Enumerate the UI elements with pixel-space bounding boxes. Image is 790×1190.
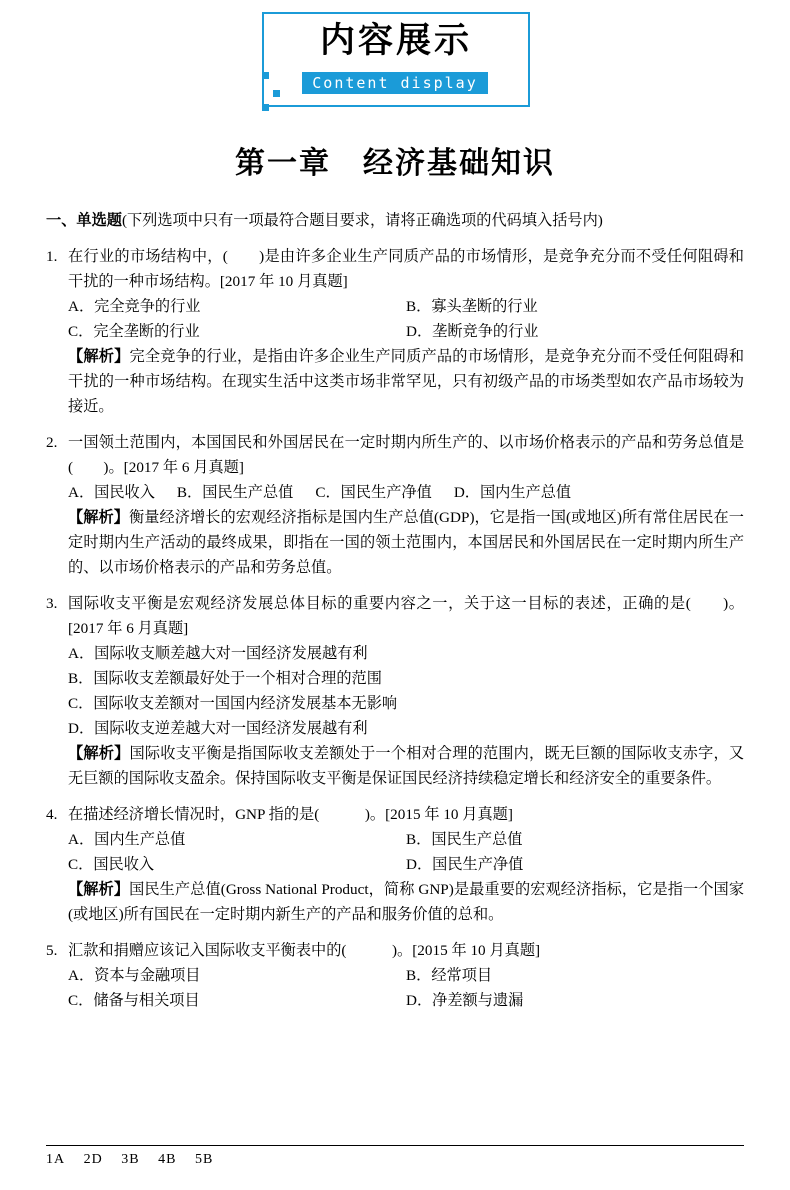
question-stem: 汇款和捐赠应该记入国际收支平衡表中的( )。[2015 年 10 月真题] [68,942,541,959]
question-item [46,244,744,419]
answer-1: 1A [46,1152,66,1167]
answer-2: 2D [83,1152,103,1167]
frame-edge-bottom [292,105,500,107]
explanation-tag: 【解析】 [68,745,130,762]
question-stem: 国际收支平衡是宏观经济发展总体目标的重要内容之一，关于这一目标的表述，正确的是( )。[2017 年 6 月真题] [68,595,744,637]
option-c[interactable]: C．国民收入 [68,856,155,873]
question-item [46,802,744,927]
answer-3: 3B [121,1152,140,1167]
explanation-text: 国际收支平衡是指国际收支差额处于一个相对合理的范围内，既无巨额的国际收支赤字，又无巨额的国际收支盈余。保持国际收支平衡是保证国民经济持续稳定增长和经济安全的重要条件。 [68,745,745,787]
decor-square-icon [273,90,280,97]
option-b[interactable]: B．经常项目 [406,967,493,984]
option-d[interactable]: D．国内生产总值 [453,484,572,501]
option-b[interactable]: B．国民生产总值 [406,831,523,848]
answer-key [46,1152,744,1168]
option-b[interactable]: B．国民生产总值 [176,484,294,501]
explanation [68,877,744,927]
page-footer [46,1145,744,1168]
explanation-text: 完全竞争的行业，是指由许多企业生产同质产品的市场情形，是竞争充分而不受任何阻碍和干扰的一种市场结构。在现实生活中这类市场非常罕见，只有初级产品的市场类型如农产品市场较为接近。 [68,348,745,415]
decor-square-icon [262,72,269,79]
option-b[interactable]: B．寡头垄断的行业 [406,298,538,315]
section-note: (下列选项中只有一项最符合题目要求，请将正确选项的代码填入括号内) [121,212,603,229]
explanation-text: 国民生产总值(Gross National Product，简称 GNP)是最重要的宏观经济指标，它是指一个国家(或地区)所有国民在一定时期内新生产的产品和服务价值的总和。 [68,881,745,923]
question-item [46,591,744,791]
question-item [46,430,744,580]
explanation-tag: 【解析】 [68,881,130,898]
question-stem: 在描述经济增长情况时，GNP 指的是( )。[2015 年 10 月真题] [68,806,513,823]
question-stem: 一国领土范围内，本国国民和外国居民在一定时期内所生产的、以市场价格表示的产品和劳务总值是( )。[2017 年 6 月真题] [68,434,744,476]
option-d[interactable]: D．净差额与遗漏 [406,992,524,1009]
option-c[interactable]: C．完全垄断的行业 [68,323,200,340]
option-a[interactable]: A．资本与金融项目 [68,967,201,984]
document-body [46,208,744,1013]
explanation-text: 衡量经济增长的宏观经济指标是国内生产总值(GDP)，它是指一国(或地区)所有常住居民在一定时期内生产活动的最终成果，即指在一国的领土范围内，本国居民和外国居民在一定时期内所生产的、以市场价格表示的产品和劳务总值。 [68,509,744,576]
option-b[interactable]: B．国际收支差额最好处于一个相对合理的范围 [68,670,382,687]
chapter-title: 第一章 经济基础知识 [235,146,555,181]
banner-title: 内容展示 [319,21,472,61]
option-list [68,827,744,877]
question-number: 2. [46,434,58,451]
frame-corner-bottom-right [498,75,530,107]
answer-5: 5B [194,1152,214,1167]
option-a[interactable]: A．国内生产总值 [68,831,186,848]
question-item [46,938,744,1013]
option-c[interactable]: C．储备与相关项目 [68,992,200,1009]
option-c[interactable]: C．国际收支差额对一国国内经济发展基本无影响 [68,695,398,712]
question-number: 1. [46,248,58,265]
explanation [68,505,744,580]
option-c[interactable]: C．国民生产净值 [315,484,432,501]
question-number: 4. [46,806,58,823]
option-list [68,963,744,1013]
decor-square-icon [262,104,269,111]
option-list [68,294,744,344]
option-d[interactable]: D．国民生产净值 [406,856,524,873]
option-a[interactable]: A．完全竞争的行业 [68,298,201,315]
page-banner [0,0,790,120]
footer-divider [46,1145,744,1146]
section-label: 一、单选题 [46,212,122,229]
option-list [68,480,744,505]
section-heading [46,208,744,233]
option-a[interactable]: A．国际收支顺差越大对一国经济发展越有利 [68,645,368,662]
question-stem: 在行业的市场结构中，( )是由许多企业生产同质产品的市场情形，是竞争充分而不受任何阻碍和干扰的一种市场结构。[2017 年 10 月真题] [68,248,744,290]
option-a[interactable]: A．国民收入 [68,484,155,501]
explanation-tag: 【解析】 [68,509,129,526]
frame-edge-top [292,12,500,14]
option-d[interactable]: D．国际收支逆差越大对一国经济发展越有利 [68,720,368,737]
option-d[interactable]: D．垄断竞争的行业 [406,323,539,340]
explanation [68,741,744,791]
question-number: 5. [46,942,58,959]
answer-4: 4B [158,1152,177,1167]
option-list [68,641,744,741]
banner-subtitle: Content display [302,72,488,94]
explanation-tag: 【解析】 [68,348,130,365]
explanation [68,344,744,419]
question-number: 3. [46,595,58,612]
